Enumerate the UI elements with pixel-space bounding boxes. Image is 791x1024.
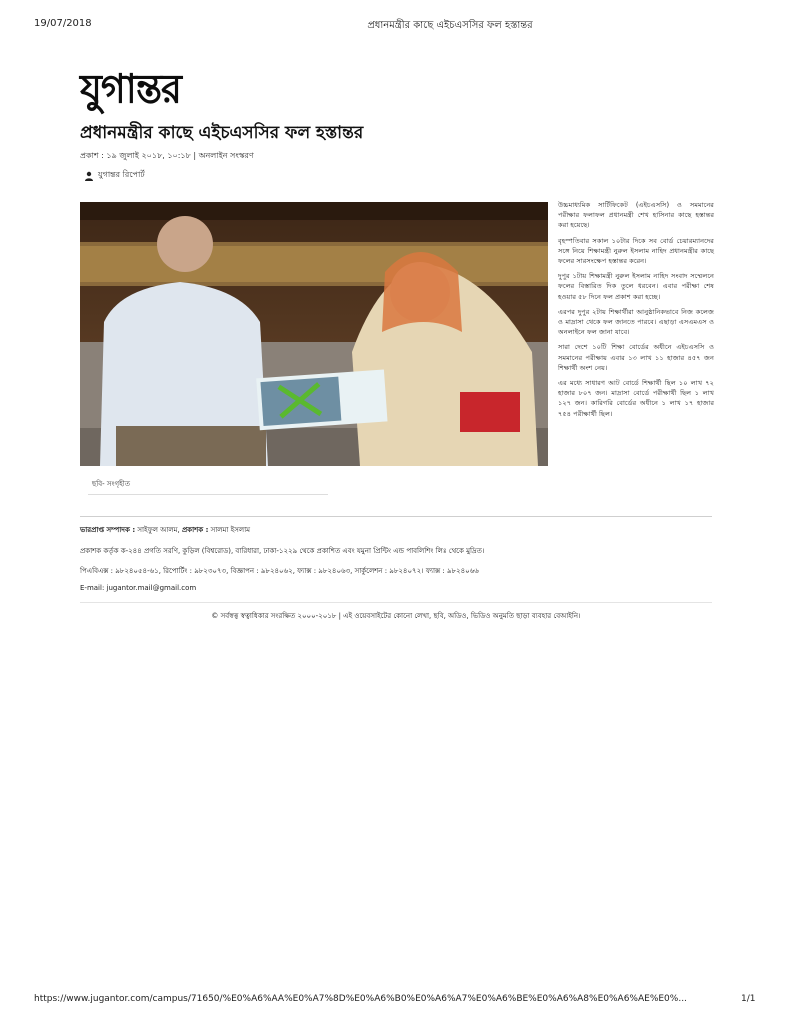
article-paragraph: এরপর দুপুর ২টায় শিক্ষার্থীরা আনুষ্ঠানিকভাবে নিজ কলেজ ও মাদ্রাসা থেকে ফল জানতে পারবে। এছাড়া এসএমএস ও অনলাইনে ফল জানা যাবে।	[558, 307, 714, 337]
article-paragraph: দুপুর ১টায় শিক্ষামন্ত্রী নুরুল ইসলাম নাহিদ সংবাদ সম্মেলনে ফলের বিস্তারিত দিক তুলে ধরবেন। এবার পরীক্ষা শেষ হওয়ার ৫৮ দিনে ফল প্রকাশ করা হচ্ছে।	[558, 272, 714, 301]
page-number: 1/1	[741, 994, 756, 1004]
footer-address: প্রকাশক কর্তৃক ক-২৪৪ প্রগতি সরণি, কুড়িল (বিশ্বরোড), বারিধারা, ঢাকা-১২২৯ থেকে প্রকাশিত এবং যমুনা প্রিন্টিং এন্ড পাবলিশিং লিঃ থেকে মুদ্রিত।	[80, 547, 485, 555]
byline-text: যুগান্তর রিপোর্ট	[98, 170, 145, 179]
photo-caption: ছবি- সংগৃহীত	[92, 480, 131, 488]
editor-name: সাইফুল আলম,	[137, 526, 180, 534]
article-paragraph: বৃহস্পতিবার সকাল ১০টার দিকে সব বোর্ড চেয়ারম্যানদের সঙ্গে নিয়ে শিক্ষামন্ত্রী নুরুল ইসলাম নাহিদ প্রধানমন্ত্রীর কাছে ফলের সারসংক্ষেপ হস্তান্তর করেন।	[558, 236, 714, 266]
footer-email[interactable]: E-mail: jugantor.mail@gmail.com	[80, 584, 197, 592]
editor-label: ভারপ্রাপ্ত সম্পাদক :	[80, 526, 136, 534]
article-paragraph: উচ্চমাধ্যমিক সার্টিফিকেট (এইচএসসি) ও সমমানের পরীক্ষার ফলাফল প্রধানমন্ত্রী শেখ হাসিনার কাছে হস্তান্তর করা হয়েছে।	[558, 201, 714, 230]
article-photo	[80, 202, 548, 466]
print-title: প্রধানমন্ত্রীর কাছে এইচএসসির ফল হস্তান্তর	[367, 20, 533, 31]
footer-divider	[80, 516, 712, 517]
article-headline: প্রধানমন্ত্রীর কাছে এইচএসসির ফল হস্তান্তর	[80, 123, 364, 143]
footer-editor-line	[80, 524, 250, 536]
publisher-label: প্রকাশক :	[181, 526, 209, 534]
caption-divider	[88, 494, 328, 495]
article-byline	[84, 169, 145, 182]
site-logo[interactable]: যুগান্তর	[80, 64, 181, 112]
article-paragraph: সারা দেশে ১০টি শিক্ষা বোর্ডের অধীনে এইচএসসি ও সমমানের পরীক্ষায় এবার ১৩ লাখ ১১ হাজার ৪৫৭ জন শিক্ষার্থী অংশ নেয়।	[558, 343, 714, 372]
article-paragraph: এর মধ্যে সাধারণ আট বোর্ডে শিক্ষার্থী ছিল ১০ লাখ ৭২ হাজার ৮০৭ জন। মাদ্রাসা বোর্ডে পরীক্ষার্থী ছিল ১ লাখ ১২৭ জন। কারিগরি বোর্ডের অধীনে ১ লাখ ১৭ হাজার ৭৫৪ পরীক্ষার্থী ছিল।	[558, 379, 714, 418]
print-url: https://www.jugantor.com/campus/71650/%E0%A6%AA%E0%A7%8D%E0%A6%B0%E0%A6%A7%E0%A6%BE%E0%A6%A8%E0%A6%AE%E0%...	[34, 994, 687, 1004]
article-meta: প্রকাশ : ১৯ জুলাই ২০১৮, ১০:১৮ | অনলাইন সংস্করণ	[80, 151, 254, 160]
publisher-name: সালমা ইসলাম	[210, 526, 251, 534]
copyright-divider	[80, 602, 712, 603]
copyright: © সর্বস্বত্ব স্বত্বাধিকার সংরক্ষিত ২০০০-২০১৮ | এই ওয়েবসাইটের কোনো লেখা, ছবি, অডিও, ভিডিও অনুমতি ছাড়া ব্যবহার বেআইনি।	[211, 612, 581, 620]
user-icon	[84, 171, 94, 181]
print-date: 19/07/2018	[34, 18, 92, 29]
article-body	[558, 200, 714, 424]
footer-phones: পিএবিএক্স : ৯৮২৪০৫৪-৬১, রিপোর্টিং : ৯৮২৩০৭৩, বিজ্ঞাপন : ৯৮২৪০৬২, ফ্যাক্স : ৯৮২৪০৬৩, সার্কুলেশন : ৯৮২৪০৭২। ফ্যাক্স : ৯৮২৪০৬৬	[80, 567, 479, 575]
